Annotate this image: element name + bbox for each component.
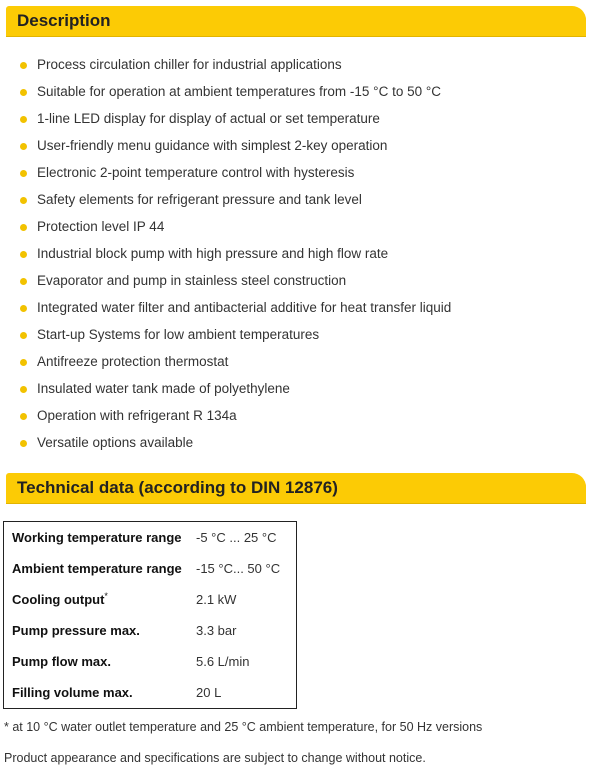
bullet-icon (20, 143, 27, 150)
feature-text: 1-line LED display for display of actual or set temperature (37, 111, 380, 126)
spec-label-cell (4, 584, 197, 615)
table-row (4, 615, 297, 646)
list-item (0, 267, 591, 294)
footnote: * at 10 °C water outlet temperature and 25 °C ambient temperature, for 50 Hz versions (4, 720, 483, 734)
list-item (0, 105, 591, 132)
feature-list (0, 51, 591, 456)
footnote-marker: * (104, 591, 108, 601)
spec-value: 2.1 kW (196, 592, 237, 607)
spec-value: -5 °C ... 25 °C (196, 530, 277, 545)
spec-label: Pump flow max. (12, 654, 111, 669)
list-item (0, 375, 591, 402)
feature-text: Suitable for operation at ambient temperatures from -15 °C to 50 °C (37, 84, 441, 99)
spec-label: Cooling output (12, 592, 105, 607)
bullet-icon (20, 386, 27, 393)
technical-data-heading: Technical data (according to DIN 12876) (6, 473, 586, 503)
bullet-icon (20, 251, 27, 258)
list-item (0, 402, 591, 429)
spec-value: -15 °C... 50 °C (196, 561, 281, 576)
spec-label: Working temperature range (12, 530, 182, 545)
list-item (0, 348, 591, 375)
feature-text: Electronic 2-point temperature control with hysteresis (37, 165, 355, 180)
spec-value: 20 L (196, 685, 222, 700)
list-item (0, 294, 591, 321)
list-item (0, 321, 591, 348)
list-item (0, 51, 591, 78)
spec-label: Pump pressure max. (12, 623, 140, 638)
list-item (0, 240, 591, 267)
table-row (4, 646, 297, 677)
feature-text: Industrial block pump with high pressure and high flow rate (37, 246, 389, 261)
feature-text: Versatile options available (37, 435, 194, 450)
bullet-icon (20, 305, 27, 312)
list-item (0, 186, 591, 213)
list-item (0, 132, 591, 159)
bullet-icon (20, 332, 27, 339)
bullet-icon (20, 413, 27, 420)
bullet-icon (20, 197, 27, 204)
spec-value: 3.3 bar (196, 623, 237, 638)
table-row (4, 553, 297, 584)
feature-text: Integrated water filter and antibacterial additive for heat transfer liquid (37, 300, 452, 315)
feature-text: Insulated water tank made of polyethylene (37, 381, 290, 396)
bullet-icon (20, 89, 27, 96)
feature-text: Antifreeze protection thermostat (37, 354, 229, 369)
list-item (0, 429, 591, 456)
list-item (0, 78, 591, 105)
spec-label: Filling volume max. (12, 685, 133, 700)
bullet-icon (20, 170, 27, 177)
feature-text: User-friendly menu guidance with simplest 2-key operation (37, 138, 388, 153)
feature-text: Protection level IP 44 (37, 219, 165, 234)
feature-text: Start-up Systems for low ambient temperatures (37, 327, 320, 342)
table-row (4, 677, 297, 709)
bullet-icon (20, 440, 27, 447)
bullet-icon (20, 278, 27, 285)
disclaimer: Product appearance and specifications are subject to change without notice. (4, 751, 426, 765)
table-row (4, 584, 297, 615)
spec-label: Ambient temperature range (12, 561, 182, 576)
feature-text: Safety elements for refrigerant pressure and tank level (37, 192, 362, 207)
table-row (4, 522, 297, 554)
bullet-icon (20, 224, 27, 231)
bullet-icon (20, 62, 27, 69)
feature-text: Evaporator and pump in stainless steel construction (37, 273, 347, 288)
description-heading: Description (6, 6, 586, 36)
spec-value: 5.6 L/min (196, 654, 250, 669)
list-item (0, 159, 591, 186)
bullet-icon (20, 359, 27, 366)
technical-data-table (3, 521, 297, 709)
feature-text: Process circulation chiller for industrial applications (37, 57, 342, 72)
feature-text: Operation with refrigerant R 134a (37, 408, 237, 423)
list-item (0, 213, 591, 240)
bullet-icon (20, 116, 27, 123)
